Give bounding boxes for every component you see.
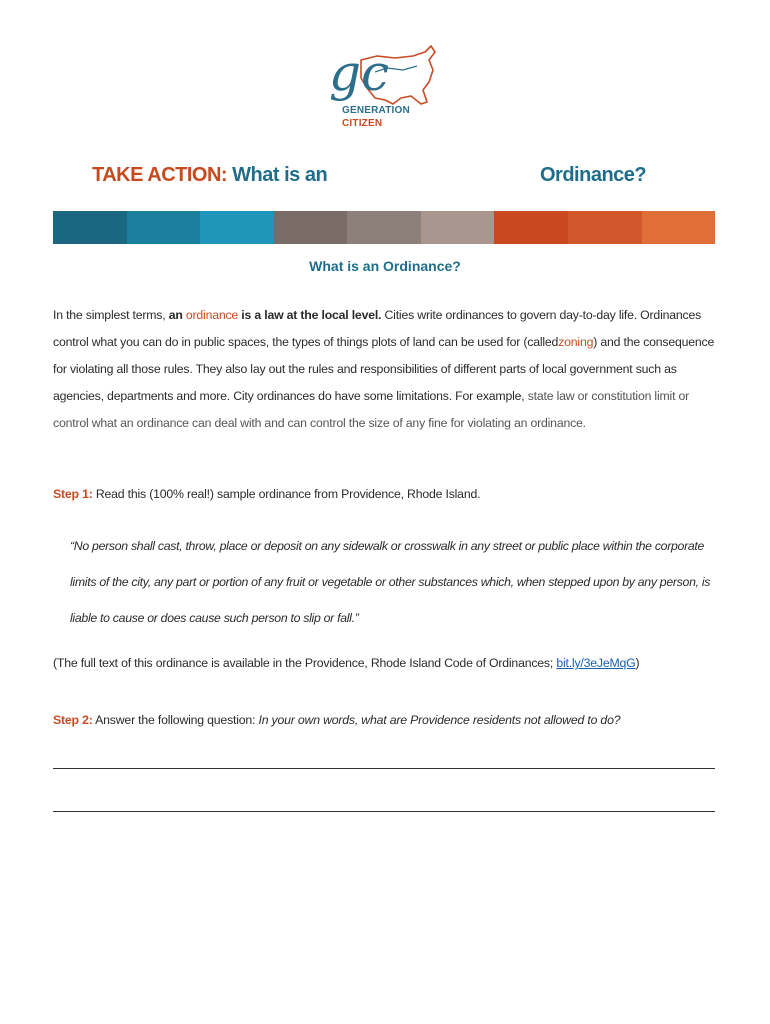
color-swatch (53, 211, 127, 244)
title-ordinance: Ordinance? (540, 164, 647, 186)
intro-zoning-highlight: zoning (558, 335, 594, 349)
logo-line-citizen: CITIZEN (342, 118, 383, 129)
color-swatch (494, 211, 568, 244)
full-text-reference (53, 656, 639, 670)
page-title (92, 164, 327, 187)
intro-text-3: ) and the consequence for violating all those rules. They also lay out the rules and responsibilities of different parts of local government such as agencies, departments and more. City ordinances do have some limitations. For example, (53, 335, 715, 403)
title-what-is-an: What is an (232, 164, 328, 186)
intro-paragraph (53, 302, 715, 437)
full-text-before: (The full text of this ordinance is available in the Providence, Rhode Island Code of Ordinances; (53, 656, 554, 670)
generation-citizen-logo (325, 38, 445, 148)
intro-text-1: In the simplest terms, (53, 308, 166, 322)
color-swatch (274, 211, 348, 244)
step-1-label: Step 1: (53, 487, 93, 501)
title-take-action: TAKE ACTION: (92, 164, 228, 186)
step-1-text: Read this (100% real!) sample ordinance from Providence, Rhode Island. (95, 487, 481, 501)
intro-ordinance-highlight: ordinance (185, 308, 239, 322)
color-swatch (642, 211, 716, 244)
answer-line[interactable] (53, 811, 715, 812)
step-1 (53, 487, 480, 501)
color-swatch (421, 211, 495, 244)
color-swatch (200, 211, 274, 244)
color-swatch (347, 211, 421, 244)
intro-text-4: state law or constitution limit or control what an ordinance can deal with and can control the size of any fine for violating an ordinance. (53, 389, 690, 430)
intro-text-2: Cities write ordinances to govern day-to-day life. Ordinances control what you can do in public spaces, the types of things plots of land can be used for (called (53, 308, 702, 349)
intro-law-phrase: is a law at the local level. (241, 308, 382, 322)
decorative-color-bar (53, 211, 715, 244)
color-swatch (127, 211, 201, 244)
logo-wordmark (342, 104, 410, 130)
step-2-question: In your own words, what are Providence residents not allowed to do? (258, 713, 621, 727)
step-2-label: Step 2: (53, 713, 93, 727)
ordinance-quote: “No person shall cast, throw, place or deposit on any sidewalk or crosswalk in any street or public place within the corporate limits of the city, any part or portion of any fruit or vegetable or other substances which, when stepped upon by any person, is liable to cause or does cause such person to slip or fall.” (70, 539, 711, 625)
step-2 (53, 713, 620, 727)
logo-letters: gc (329, 44, 390, 102)
ordinance-link[interactable]: bit.ly/3eJeMqG (556, 656, 636, 670)
full-text-after: ) (635, 656, 640, 670)
intro-an: an (168, 308, 183, 322)
logo-line-generation: GENERATION (342, 105, 410, 116)
answer-line[interactable] (53, 768, 715, 769)
step-2-text: Answer the following question: (95, 713, 256, 727)
section-heading: What is an Ordinance? (309, 258, 461, 274)
color-swatch (568, 211, 642, 244)
